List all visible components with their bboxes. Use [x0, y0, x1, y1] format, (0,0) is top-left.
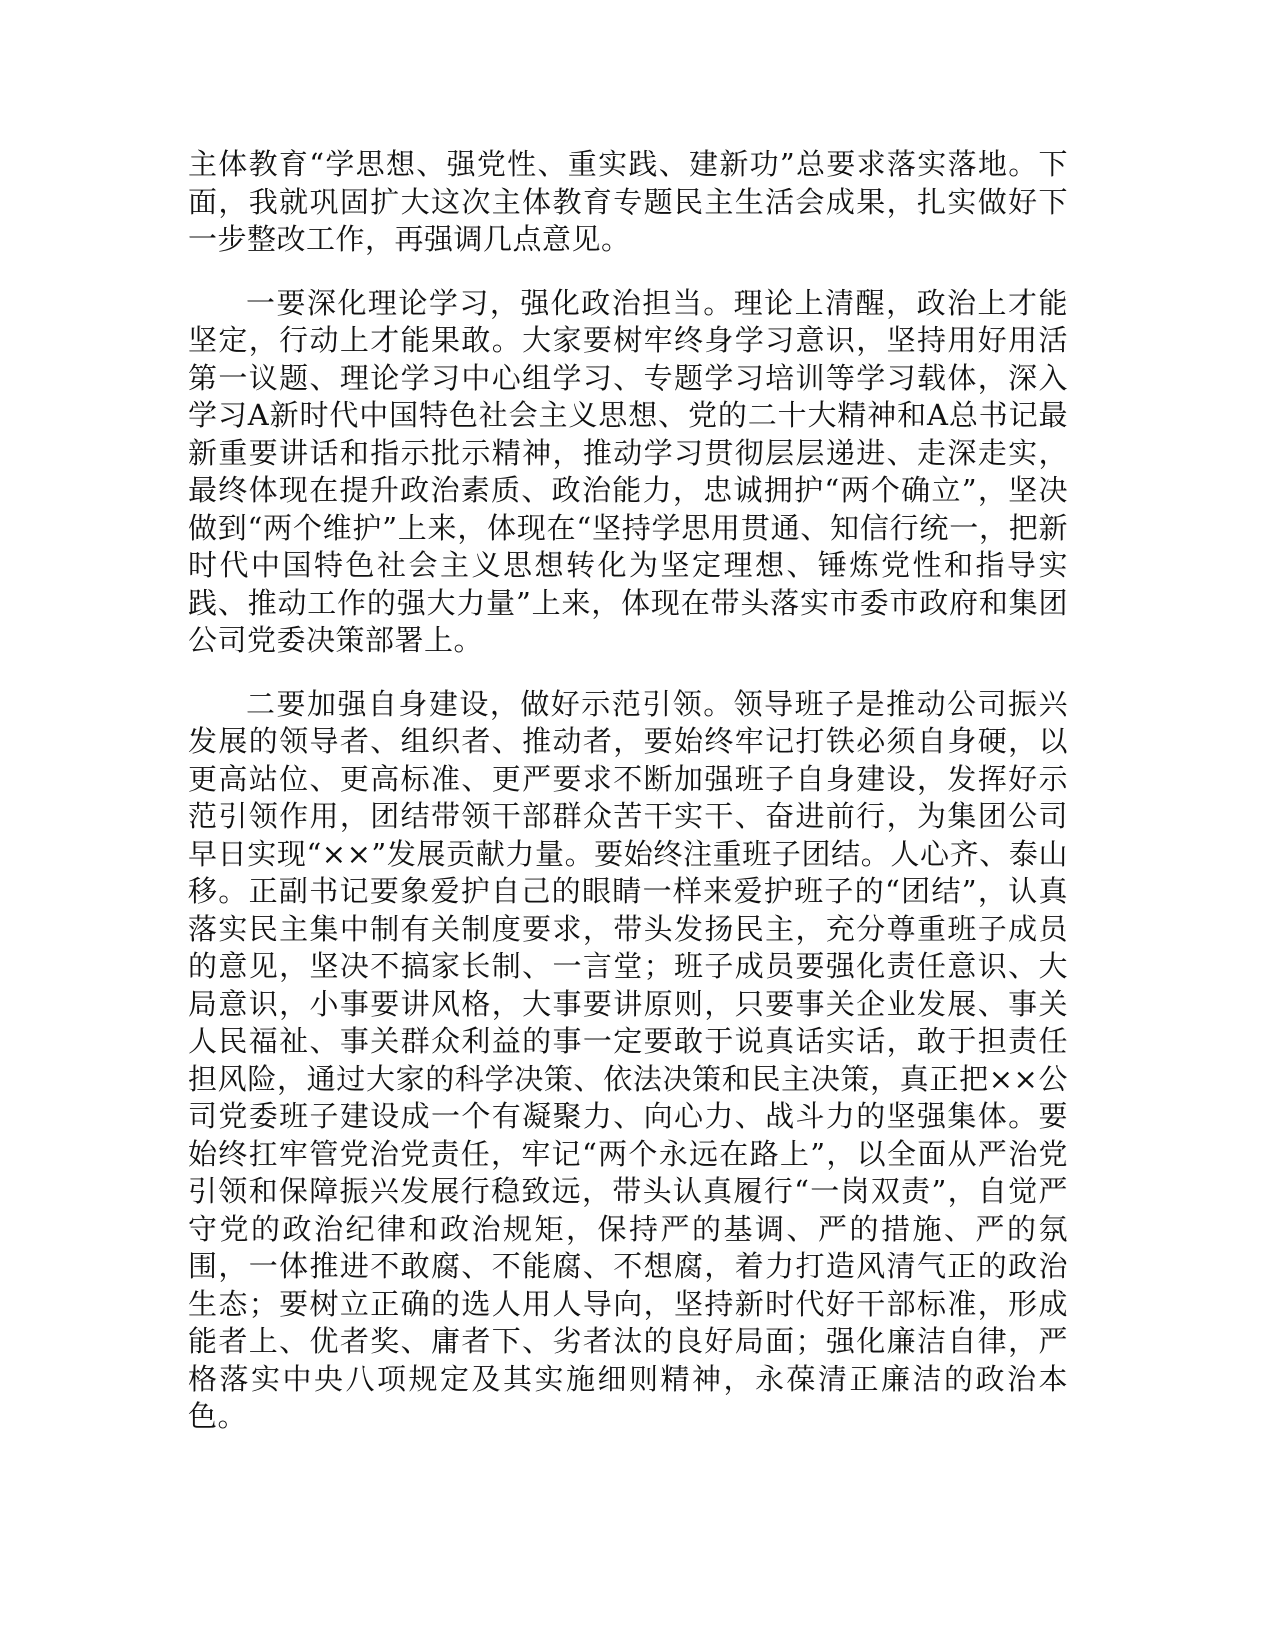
- document-body: [188, 146, 1068, 1462]
- paragraph-theory-study: 一要深化理论学习，强化政治担当。理论上清醒，政治上才能坚定，行动上才能果敢。大家要树牢终身学习意识，坚持用好用活第一议题、理论学习中心组学习、专题学习培训等学习载体，深入学习A新时代中国特色社会主义思想、党的二十大精神和A总书记最新重要讲话和指示批示精神，推动学习贯彻层层递进、走深走实，最终体现在提升政治素质、政治能力，忠诚拥护“两个确立”，坚决做到“两个维护”上来，体现在“坚持学思用贯通、知信行统一，把新时代中国特色社会主义思想转化为坚定理想、锤炼党性和指导实践、推动工作的强大力量”上来，体现在带头落实市委市政府和集团公司党委决策部署上。: [188, 285, 1068, 657]
- paragraph-self-building: 二要加强自身建设，做好示范引领。领导班子是推动公司振兴发展的领导者、组织者、推动者，要始终牢记打铁必须自身硬，以更高站位、更高标准、更严要求不断加强班子自身建设，发挥好示范引领作用，团结带领干部群众苦干实干、奋进前行，为集团公司早日实现“××”发展贡献力量。要始终注重班子团结。人心齐、泰山移。正副书记要象爱护自己的眼睛一样来爱护班子的“团结”，认真落实民主集中制有关制度要求，带头发扬民主，充分尊重班子成员的意见，坚决不搞家长制、一言堂；班子成员要强化责任意识、大局意识，小事要讲风格，大事要讲原则，只要事关企业发展、事关人民福祉、事关群众利益的事一定要敢于说真话实话，敢于担责任担风险，通过大家的科学决策、依法决策和民主决策，真正把××公司党委班子建设成一个有凝聚力、向心力、战斗力的坚强集体。要始终扛牢管党治党责任，牢记“两个永远在路上”，以全面从严治党引领和保障振兴发展行稳致远，带头认真履行“一岗双责”，自觉严守党的政治纪律和政治规矩，保持严的基调、严的措施、严的氛围，一体推进不敢腐、不能腐、不想腐，着力打造风清气正的政治生态；要树立正确的选人用人导向，坚持新时代好干部标准，形成能者上、优者奖、庸者下、劣者汰的良好局面；强化廉洁自律，严格落实中央八项规定及其实施细则精神，永葆清正廉洁的政治本色。: [188, 686, 1068, 1433]
- paragraph-intro-continuation: 主体教育“学思想、强党性、重实践、建新功”总要求落实落地。下面，我就巩固扩大这次主体教育专题民主生活会成果，扎实做好下一步整改工作，再强调几点意见。: [188, 147, 1068, 256]
